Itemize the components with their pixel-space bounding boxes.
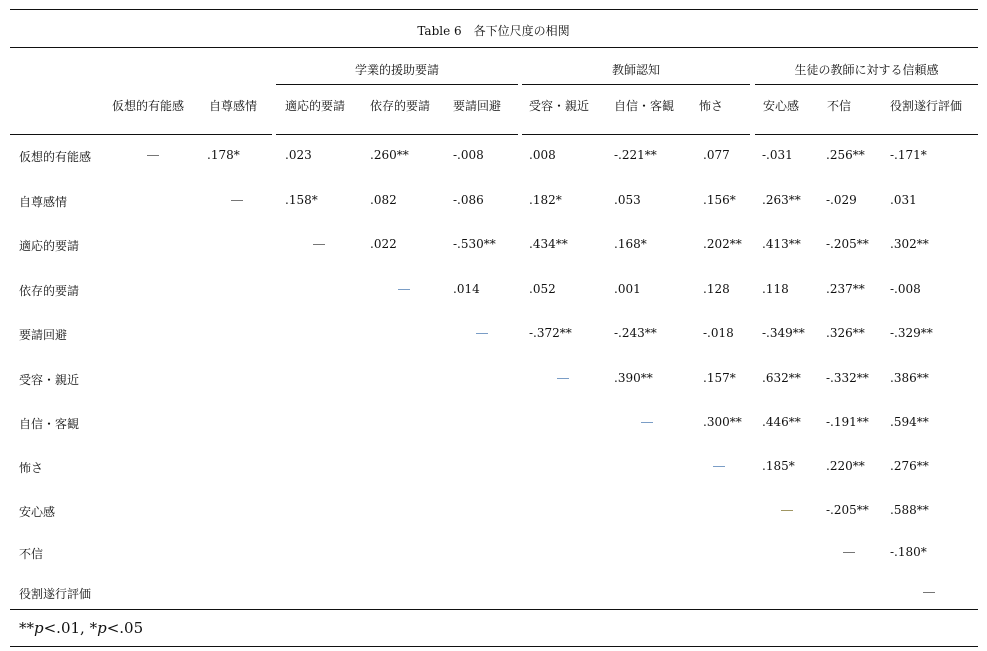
diagonal-dash: ―: [923, 585, 935, 599]
correlation-cell: .632**: [762, 371, 801, 385]
correlation-cell: .390**: [614, 371, 653, 385]
group-rule-trust: [755, 84, 978, 85]
correlation-cell: .022: [370, 237, 397, 251]
correlation-cell: .220**: [826, 459, 865, 473]
correlation-cell: -.018: [703, 326, 734, 340]
correlation-cell: .118: [762, 282, 789, 296]
header-rule-c: [522, 134, 750, 135]
correlation-cell: -.180*: [890, 545, 927, 559]
correlation-cell: .263**: [762, 193, 801, 207]
diagonal-dash: ―: [398, 282, 410, 296]
correlation-cell: .237**: [826, 282, 865, 296]
header-rule-a: [10, 134, 272, 135]
table-top-rule: [10, 9, 978, 10]
column-header-col-dependent-request: 依存的要請: [370, 99, 431, 113]
correlation-cell: -.171*: [890, 148, 927, 162]
correlation-cell: -.029: [826, 193, 857, 207]
correlation-cell: .300**: [703, 415, 742, 429]
correlation-cell: .157*: [703, 371, 736, 385]
row-label: 依存的要請: [19, 284, 80, 298]
group-rule-teacher-cognition: [522, 84, 750, 85]
column-header-col-adaptive-request: 適応的要請: [285, 99, 346, 113]
note-stars: **: [19, 619, 34, 637]
correlation-cell: .031: [890, 193, 917, 207]
correlation-cell: .386**: [890, 371, 929, 385]
row-label: 安心感: [19, 505, 56, 519]
table-title: Table 6 各下位尺度の相関: [417, 24, 570, 38]
correlation-cell: .082: [370, 193, 397, 207]
correlation-cell: .446**: [762, 415, 801, 429]
table-bottom-rule: [10, 609, 978, 610]
correlation-cell: .260**: [370, 148, 409, 162]
diagonal-dash: ―: [147, 148, 159, 162]
group-header-help-seeking: 学業的援助要請: [354, 63, 439, 77]
correlation-cell: -.372**: [529, 326, 572, 340]
correlation-cell: -.191**: [826, 415, 869, 429]
correlation-cell: .077: [703, 148, 730, 162]
correlation-cell: .156*: [703, 193, 736, 207]
correlation-cell: -.243**: [614, 326, 657, 340]
correlation-cell: .413**: [762, 237, 801, 251]
correlation-cell: -.332**: [826, 371, 869, 385]
diagonal-dash: ―: [641, 415, 653, 429]
group-rule-help-seeking: [276, 84, 518, 85]
correlation-cell: .588**: [890, 503, 929, 517]
correlation-cell: .182*: [529, 193, 562, 207]
row-label: 怖さ: [19, 461, 44, 475]
diagonal-dash: ―: [781, 503, 793, 517]
note-bottom-rule: [10, 646, 978, 647]
correlation-cell: .276**: [890, 459, 929, 473]
column-header-col-virtual-competence: 仮想的有能感: [112, 99, 185, 113]
correlation-cell: .202**: [703, 237, 742, 251]
diagonal-dash: ―: [231, 193, 243, 207]
correlation-cell: -.349**: [762, 326, 805, 340]
correlation-cell: -.221**: [614, 148, 657, 162]
correlation-cell: -.205**: [826, 237, 869, 251]
correlation-cell: .434**: [529, 237, 568, 251]
correlation-cell: .023: [285, 148, 312, 162]
column-header-col-confidence-objectivity: 自信・客観: [614, 99, 675, 113]
correlation-cell: -.086: [453, 193, 484, 207]
correlation-cell: .168*: [614, 237, 647, 251]
diagonal-dash: ―: [713, 459, 725, 473]
column-header-col-fear: 怖さ: [699, 99, 724, 113]
correlation-cell: .178*: [207, 148, 240, 162]
header-rule-d: [755, 134, 978, 135]
note-threshold-2: <.05: [106, 619, 144, 637]
column-header-col-role-evaluation: 役割遂行評価: [890, 99, 963, 113]
correlation-cell: -.008: [453, 148, 484, 162]
row-label: 受容・親近: [19, 373, 80, 387]
header-rule-b: [276, 134, 518, 135]
column-header-col-acceptance-closeness: 受容・親近: [529, 99, 590, 113]
column-header-col-request-avoidance: 要請回避: [453, 99, 502, 113]
row-label: 役割遂行評価: [19, 587, 92, 601]
correlation-cell: .594**: [890, 415, 929, 429]
row-label: 仮想的有能感: [19, 150, 92, 164]
correlation-cell: -.008: [890, 282, 921, 296]
row-label: 自尊感情: [19, 195, 68, 209]
correlation-cell: .008: [529, 148, 556, 162]
group-header-trust: 生徒の教師に対する信頼感: [794, 63, 939, 77]
diagonal-dash: ―: [557, 371, 569, 385]
correlation-cell: .052: [529, 282, 556, 296]
row-label: 要請回避: [19, 328, 68, 342]
correlation-cell: -.205**: [826, 503, 869, 517]
title-bottom-rule: [10, 47, 978, 48]
row-label: 自信・客観: [19, 417, 80, 431]
correlation-cell: .014: [453, 282, 480, 296]
diagonal-dash: ―: [476, 326, 488, 340]
correlation-cell: .256**: [826, 148, 865, 162]
note-p-symbol: p: [34, 619, 44, 637]
row-label: 不信: [19, 547, 44, 561]
significance-note: [19, 619, 143, 637]
diagonal-dash: ―: [313, 237, 325, 251]
correlation-cell: -.329**: [890, 326, 933, 340]
group-header-teacher-cognition: 教師認知: [611, 63, 660, 77]
correlation-cell: .158*: [285, 193, 318, 207]
column-header-col-self-esteem: 自尊感情: [209, 99, 258, 113]
diagonal-dash: ―: [843, 545, 855, 559]
note-threshold-1: <.01, *: [43, 619, 98, 637]
note-p-symbol: p: [97, 619, 107, 637]
column-header-col-distrust: 不信: [827, 99, 852, 113]
correlation-cell: .128: [703, 282, 730, 296]
correlation-cell: .185*: [762, 459, 795, 473]
correlation-cell: .302**: [890, 237, 929, 251]
correlation-cell: -.530**: [453, 237, 496, 251]
correlation-cell: -.031: [762, 148, 793, 162]
correlation-cell: .326**: [826, 326, 865, 340]
column-header-col-reassurance: 安心感: [763, 99, 800, 113]
row-label: 適応的要請: [19, 239, 80, 253]
correlation-cell: .001: [614, 282, 641, 296]
correlation-cell: .053: [614, 193, 641, 207]
